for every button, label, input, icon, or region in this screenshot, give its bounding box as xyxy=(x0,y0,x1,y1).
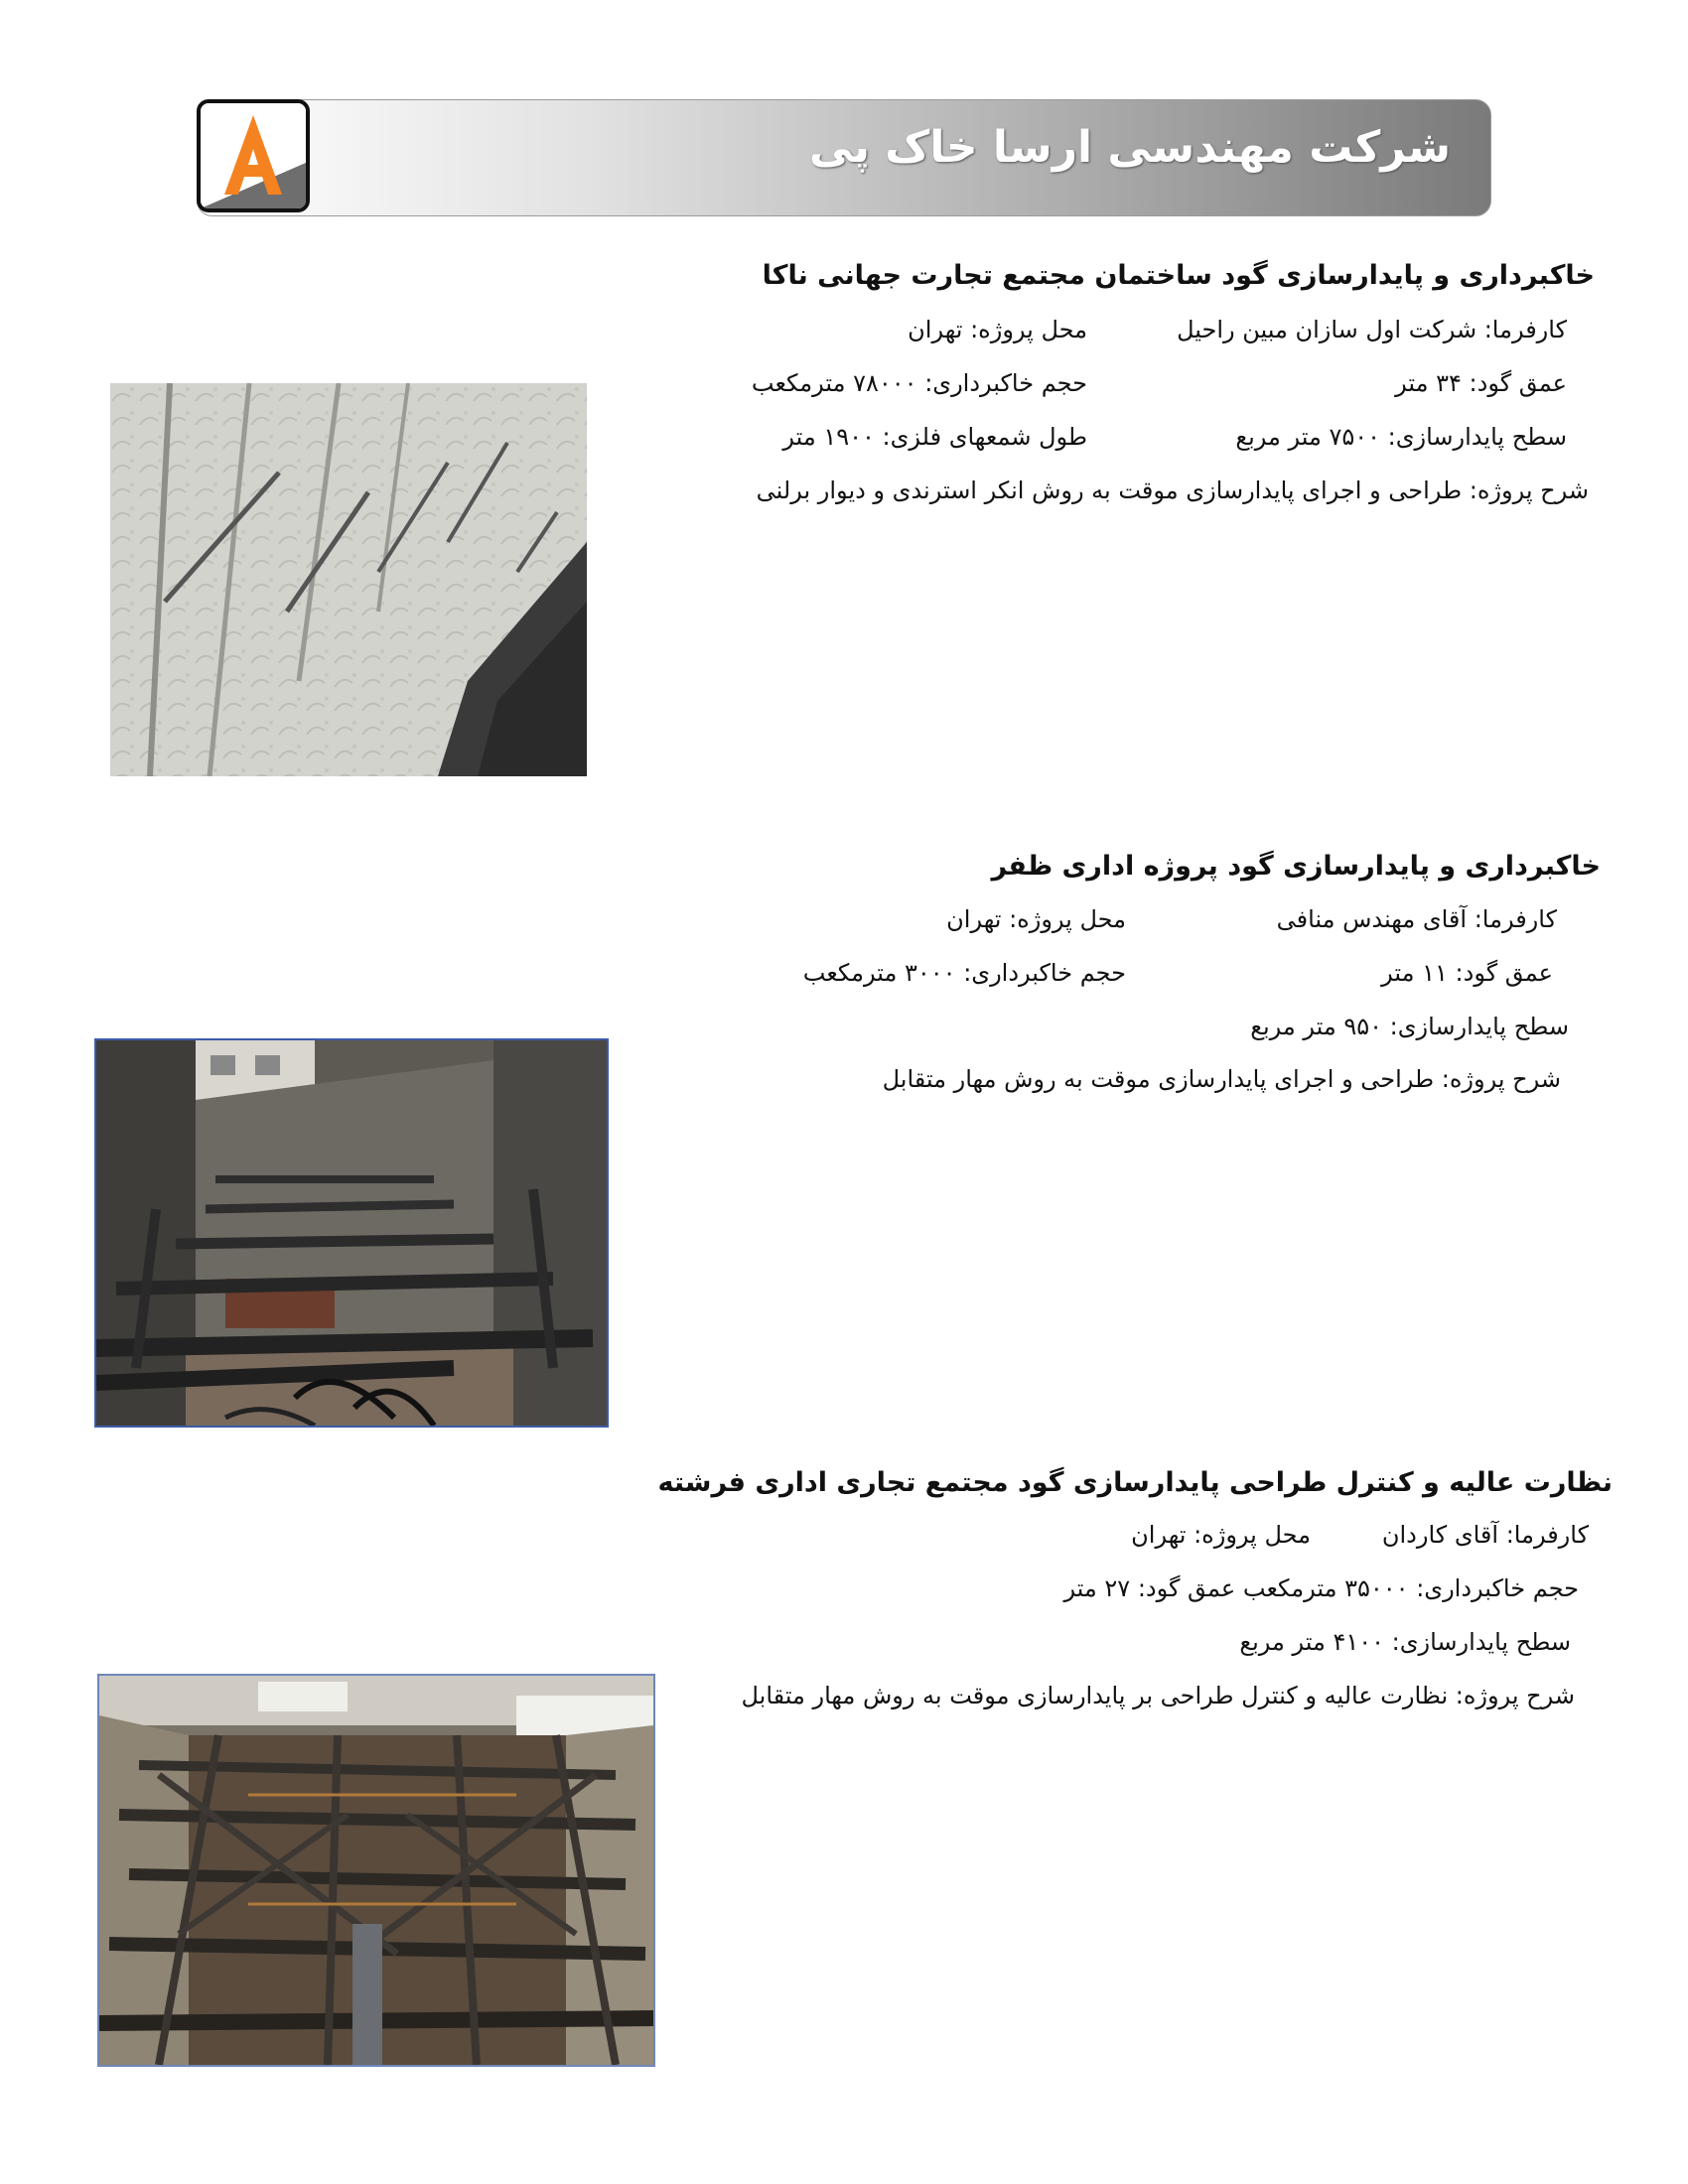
project-1-depth: عمق گود: ۳۴ متر xyxy=(1395,369,1567,397)
project-3-description: شرح پروژه: نظارت عالیه و کنترل طراحی بر پایدارسازی موقت به روش مهار متقابل xyxy=(741,1682,1575,1709)
project-3-volume-depth: حجم خاکبرداری: ۳۵۰۰۰ مترمکعب عمق گود: ۲۷ متر xyxy=(1063,1574,1579,1602)
project-1-employer: کارفرما: شرکت اول سازان مبین راحیل xyxy=(1177,316,1567,343)
project-1-description: شرح پروژه: طراحی و اجرای پایدارسازی موقت به روش انکر استرندی و دیوار برلنی xyxy=(756,477,1589,504)
project-1-area: سطح پایدارسازی: ۷۵۰۰ متر مربع xyxy=(1235,423,1567,451)
project-2-description: شرح پروژه: طراحی و اجرای پایدارسازی موقت به روش مهار متقابل xyxy=(882,1065,1561,1093)
company-name: شرکت مهندسی ارسا خاک پی xyxy=(808,122,1451,173)
project-2-employer: کارفرما: آقای مهندس منافی xyxy=(1276,905,1557,933)
project-3-location: محل پروژه: تهران xyxy=(1131,1521,1311,1549)
project-3-photo xyxy=(97,1674,655,2067)
project-1-title: خاکبرداری و پایدارسازی گود ساختمان مجتمع تجارت جهانی ناکا xyxy=(762,260,1595,291)
project-3-employer: کارفرما: آقای کاردان xyxy=(1381,1521,1589,1549)
project-2-area: سطح پایدارسازی: ۹۵۰ متر مربع xyxy=(1250,1013,1569,1040)
project-2-photo xyxy=(94,1038,609,1428)
project-2-volume: حجم خاکبرداری: ۳۰۰۰ مترمکعب xyxy=(802,959,1126,987)
project-1-photo xyxy=(110,383,587,776)
project-3-title: نظارت عالیه و کنترل طراحی پایدارسازی گود مجتمع تجاری اداری فرشته xyxy=(657,1467,1613,1498)
project-1-volume: حجم خاکبرداری: ۷۸۰۰۰ مترمکعب xyxy=(751,369,1087,397)
project-2-location: محل پروژه: تهران xyxy=(946,905,1126,933)
header-banner xyxy=(197,99,1491,216)
project-1-pipe-length: طول شمعهای فلزی: ۱۹۰۰ متر xyxy=(782,423,1087,451)
project-2-depth: عمق گود: ۱۱ متر xyxy=(1381,959,1553,987)
project-2-title: خاکبرداری و پایدارسازی گود پروژه اداری ظفر xyxy=(991,851,1601,882)
project-3-area: سطح پایدارسازی: ۴۱۰۰ متر مربع xyxy=(1239,1628,1571,1656)
orange-letter-a-logo-icon xyxy=(197,99,310,212)
project-1-location: محل پروژه: تهران xyxy=(908,316,1087,343)
